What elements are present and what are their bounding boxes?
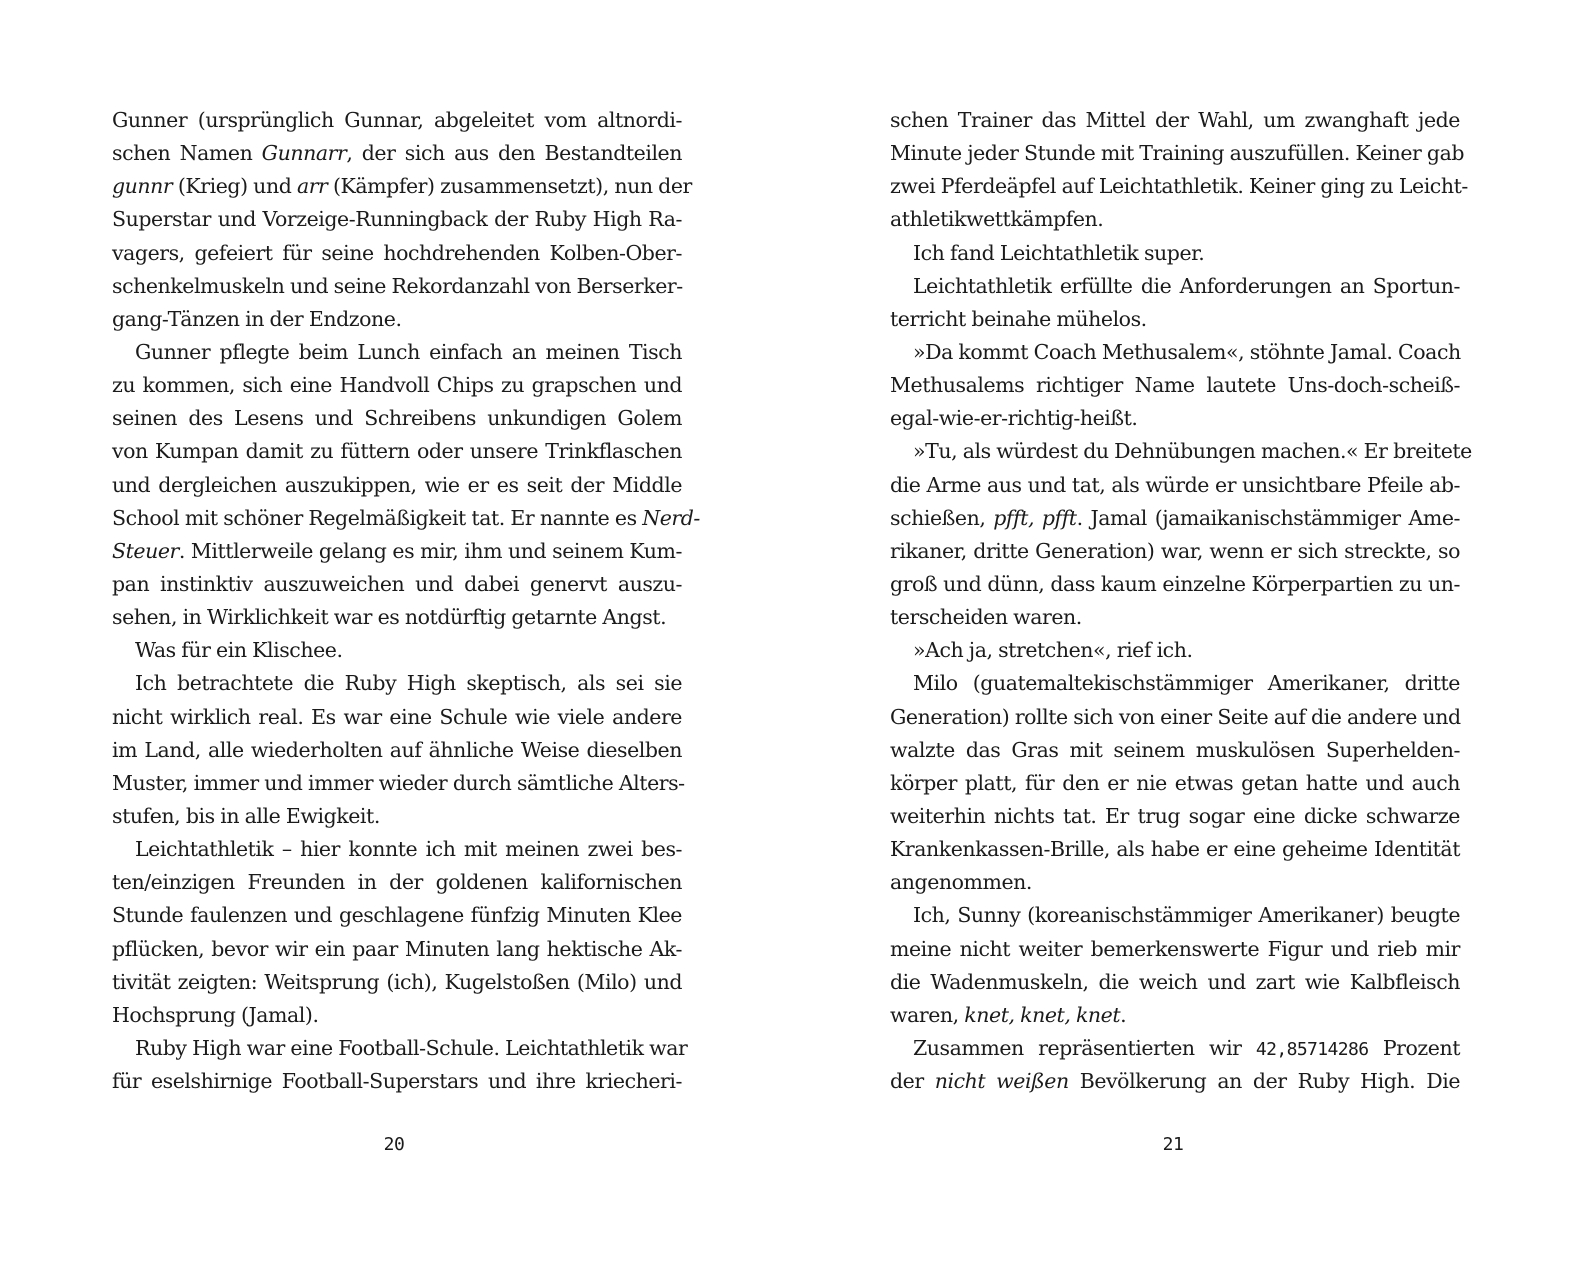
text-line [890, 966, 1460, 999]
text-line [112, 203, 682, 236]
text-segment: Hochsprung (Jamal). [112, 1002, 319, 1027]
text-segment: pan instinktiv auszuweichen und dabei genervt auszu- [112, 571, 682, 596]
text-line [890, 502, 1460, 535]
text-line [890, 104, 1460, 137]
text-line [890, 999, 1460, 1032]
text-segment: schenkelmuskeln und seine Rekordanzahl von Berserker- [112, 273, 683, 298]
left-page-number: 20 [383, 1134, 405, 1155]
text-segment: zu kommen, sich eine Handvoll Chips zu grapschen und [112, 373, 682, 398]
text-segment: pflücken, bevor wir ein paar Minuten lang hektische Ak- [112, 936, 682, 961]
text-line [112, 767, 685, 800]
text-line [112, 866, 682, 899]
text-segment: Leichtathletik erfüllte die Anforderungen an Sportun- [913, 273, 1460, 298]
text-line [890, 601, 1460, 634]
text-line [890, 866, 1460, 899]
italic-text: Nerd- [642, 505, 700, 530]
text-line [890, 701, 1460, 734]
text-line [112, 402, 682, 435]
text-line [890, 899, 1460, 932]
text-line [112, 966, 682, 999]
italic-text: knet, knet, knet [964, 1002, 1121, 1027]
text-segment: »Ach ja, stretchen«, rief ich. [913, 638, 1193, 663]
text-line [890, 767, 1460, 800]
text-segment: . Mittlerweile gelang es mir, ihm und seinem Kum- [178, 538, 682, 563]
text-line [112, 833, 682, 866]
text-segment: egal-wie-er-richtig-heißt. [890, 406, 1138, 431]
text-segment: schen Namen [112, 141, 262, 166]
text-line [112, 734, 682, 767]
text-segment: die Wadenmuskeln, die weich und zart wie Kalbfleisch [890, 969, 1460, 994]
text-line [112, 568, 682, 601]
text-line [890, 1032, 1460, 1065]
left-page-text [112, 104, 700, 1098]
text-segment: Muster, immer und immer wieder durch sämtliche Alters- [112, 770, 685, 795]
text-segment: ten/einzigen Freunden in der goldenen kalifornischen [112, 870, 682, 895]
text-segment: Minute jeder Stunde mit Training auszufüllen. Keiner gab [890, 141, 1465, 166]
text-line [890, 435, 1472, 468]
text-segment: School mit schöner Regelmäßigkeit tat. Er nannte es [112, 505, 643, 530]
right-page-number: 21 [1162, 1134, 1184, 1155]
text-line [112, 270, 682, 303]
text-segment: terricht beinahe mühelos. [890, 306, 1147, 331]
text-line [890, 734, 1460, 767]
text-segment: Krankenkassen-Brille, als habe er eine geheime Identität [890, 837, 1460, 862]
text-line [112, 237, 682, 270]
text-line [890, 833, 1460, 866]
text-line [890, 469, 1460, 502]
text-segment: . Jamal (jamaikanischstämmiger Ame- [1076, 505, 1460, 530]
text-line [890, 402, 1460, 435]
text-line [890, 270, 1460, 303]
text-line [890, 634, 1460, 667]
text-segment: rikaner, dritte Generation) war, wenn er sich streckte, so [890, 538, 1460, 563]
text-segment: athletikwettkämpfen. [890, 207, 1104, 232]
italic-text: Gunnarr [261, 141, 347, 166]
text-line [112, 435, 682, 468]
text-line [112, 1032, 688, 1065]
text-line [112, 899, 682, 932]
text-line [890, 203, 1460, 236]
italic-text: arr [296, 174, 328, 199]
text-segment: . [1120, 1002, 1127, 1027]
text-line [890, 137, 1465, 170]
text-segment: von Kumpan damit zu füttern oder unsere Trinkflaschen [112, 439, 682, 464]
text-segment: Bevölkerung an der Ruby High. Die [1068, 1069, 1460, 1094]
text-segment: Zusammen repräsentierten wir [913, 1035, 1256, 1060]
text-segment: körper platt, für den er nie etwas getan hatte und auch [890, 770, 1460, 795]
right-page [797, 0, 1594, 1270]
text-segment: für eselshirnige Football-Superstars und ihre kriecheri- [112, 1069, 682, 1094]
text-segment: , der sich aus den Bestandteilen [346, 141, 682, 166]
italic-text: Steuer [112, 538, 179, 563]
text-segment: Superstar und Vorzeige-Runningback der Ruby High Ra- [112, 207, 682, 232]
italic-text: nicht weißen [934, 1069, 1069, 1094]
text-segment: Was für ein Klischee. [135, 638, 343, 663]
text-segment: »Tu, als würdest du Dehnübungen machen.« Er breitete [913, 439, 1472, 464]
text-line [890, 667, 1460, 700]
text-line [890, 1065, 1460, 1098]
text-segment: waren, [890, 1002, 965, 1027]
text-segment: im Land, alle wiederholten auf ähnliche Weise dieselben [112, 737, 682, 762]
text-segment: Ruby High war eine Football-Schule. Leichtathletik war [135, 1035, 688, 1060]
text-line [112, 1065, 682, 1098]
italic-text: pfft, pfft [993, 505, 1077, 530]
text-line [890, 336, 1460, 369]
text-segment: schießen, [890, 505, 994, 530]
text-segment: Gunner pflegte beim Lunch einfach an meinen Tisch [135, 339, 682, 364]
text-segment: angenommen. [890, 870, 1033, 895]
text-segment: Leichtathletik – hier konnte ich mit meinen zwei bes- [135, 837, 682, 862]
text-line [890, 303, 1460, 336]
text-segment: 42,85714286 [1255, 1038, 1369, 1060]
text-segment: gang-Tänzen in der Endzone. [112, 306, 402, 331]
text-segment: weiterhin nichts tat. Er trug sogar eine dicke schwarze [890, 803, 1460, 828]
text-line [112, 137, 682, 170]
text-segment: Gunner (ursprünglich Gunnar, abgeleitet vom altnordi- [112, 108, 682, 132]
text-segment: walzte das Gras mit seinem muskulösen Superhelden- [890, 737, 1460, 762]
text-segment: vagers, gefeiert für seine hochdrehenden Kolben-Ober- [112, 240, 682, 265]
text-segment: und dergleichen auszukippen, wie er es seit der Middle [112, 472, 682, 497]
text-segment: die Arme aus und tat, als würde er unsichtbare Pfeile ab- [890, 472, 1460, 497]
text-segment: (Kämpfer) zusammensetzt), nun der [327, 174, 692, 199]
text-segment: nicht wirklich real. Es war eine Schule wie viele andere [112, 704, 682, 729]
text-segment: seinen des Lesens und Schreibens unkundigen Golem [112, 406, 682, 431]
text-segment: schen Trainer das Mittel der Wahl, um zwanghaft jede [890, 108, 1460, 132]
text-segment: Generation) rollte sich von einer Seite auf die andere und [890, 704, 1461, 729]
text-line [890, 170, 1468, 203]
text-segment: terscheiden waren. [890, 605, 1082, 630]
text-segment: Milo (guatemaltekischstämmiger Amerikaner, dritte [913, 671, 1460, 696]
text-segment: zwei Pferdeäpfel auf Leichtathletik. Keiner ging zu Leicht- [890, 174, 1468, 199]
right-page-text [890, 104, 1472, 1098]
text-line [890, 237, 1460, 270]
text-line [890, 369, 1460, 402]
text-line [112, 800, 682, 833]
text-segment: (Krieg) und [172, 174, 297, 199]
text-segment: meine nicht weiter bemerkenswerte Figur und rieb mir [890, 936, 1460, 961]
text-segment: tivität zeigten: Weitsprung (ich), Kugelstoßen (Milo) und [112, 969, 682, 994]
text-line [112, 634, 682, 667]
text-line [890, 568, 1460, 601]
text-segment: sehen, in Wirklichkeit war es notdürftig getarnte Angst. [112, 605, 667, 630]
text-line [112, 667, 682, 700]
text-segment: »Da kommt Coach Methusalem«, stöhnte Jamal. Coach [913, 339, 1461, 364]
text-line [112, 170, 692, 203]
text-segment: der [890, 1069, 935, 1094]
text-segment: stufen, bis in alle Ewigkeit. [112, 803, 380, 828]
text-line [112, 601, 682, 634]
text-line [112, 469, 682, 502]
text-segment: Ich, Sunny (koreanischstämmiger Amerikaner) beugte [913, 903, 1460, 928]
text-segment: Prozent [1368, 1035, 1460, 1060]
text-segment: Ich betrachtete die Ruby High skeptisch, als sei sie [135, 671, 682, 696]
text-line [112, 701, 682, 734]
text-segment: groß und dünn, dass kaum einzelne Körperpartien zu un- [890, 571, 1460, 596]
text-line [890, 800, 1460, 833]
text-line [112, 336, 682, 369]
text-line [112, 303, 682, 336]
text-segment: Methusalems richtiger Name lautete Uns-doch-scheiß- [890, 373, 1460, 398]
text-line [112, 933, 682, 966]
text-line [112, 369, 682, 402]
text-line [112, 999, 682, 1032]
text-line [890, 933, 1460, 966]
italic-text: gunnr [112, 174, 173, 199]
text-segment: Stunde faulenzen und geschlagene fünfzig Minuten Klee [112, 903, 682, 928]
text-line [112, 535, 682, 568]
text-line [112, 104, 682, 137]
text-line [112, 502, 700, 535]
text-segment: Ich fand Leichtathletik super. [913, 240, 1205, 265]
text-line [890, 535, 1460, 568]
